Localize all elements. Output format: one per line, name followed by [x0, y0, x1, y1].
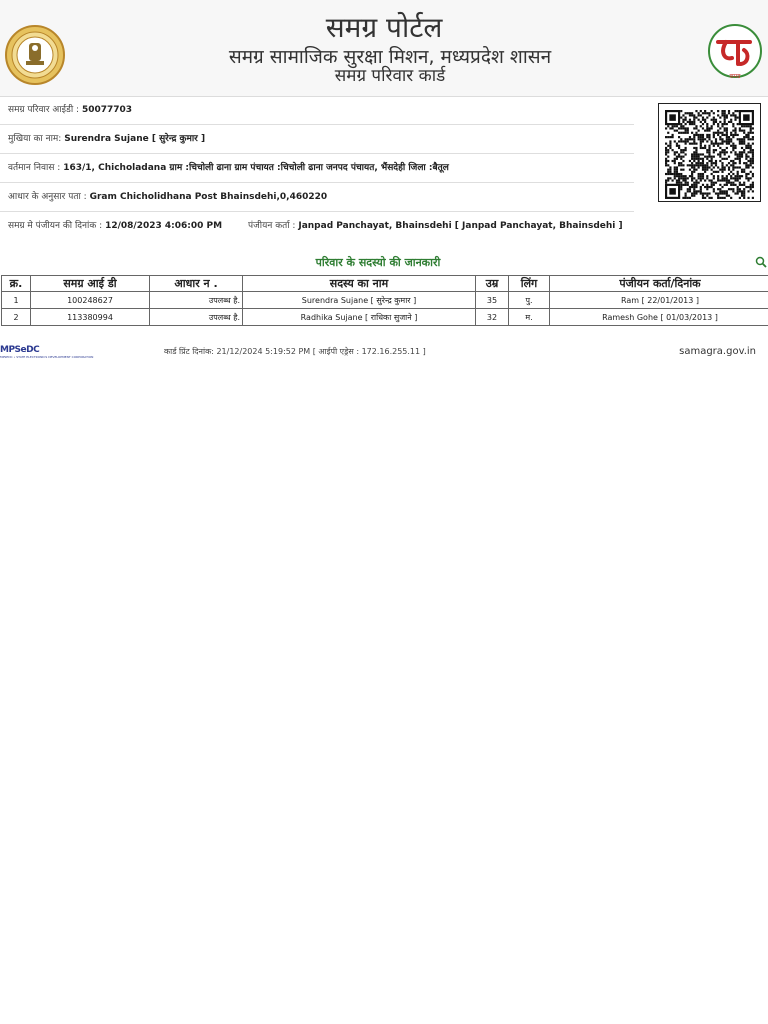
search-icon[interactable]	[755, 256, 767, 268]
col-member-name: सदस्य का नाम	[243, 276, 476, 292]
reg-date-value: 12/08/2023 4:06:00 PM	[105, 221, 223, 231]
family-info	[0, 96, 634, 240]
col-registered-by: पंजीयन कर्ता/दिनांक	[550, 276, 768, 292]
members-table	[1, 275, 768, 326]
family-id-value: 50077703	[81, 105, 133, 115]
mpsedc-logo-subtext: MPSEDC • STATE ELECTRONICS DEVELOPMENT CORPORATION	[0, 355, 94, 359]
col-samagra-id: समग्र आई डी	[31, 276, 150, 292]
members-header-row	[2, 276, 768, 292]
cell-gender: म.	[509, 309, 550, 326]
aadhaar-address-label: आधार के अनुसार पता :	[8, 192, 87, 202]
aadhaar-address-value: Gram Chicholidhana Post Bhainsdehi,0,460220	[89, 192, 328, 202]
col-aadhaar: आधार न .	[150, 276, 243, 292]
cell-member-name: Radhika Sujane [ राधिका सुजाने ]	[243, 309, 476, 326]
mpsedc-logo	[0, 345, 93, 359]
col-gender: लिंग	[509, 276, 550, 292]
head-name-value: Surendra Sujane [ सुरेन्द्र कुमार ]	[64, 134, 206, 144]
aadhaar-address-row	[0, 183, 634, 212]
reg-by	[248, 212, 623, 240]
cell-registered-by: Ram [ 22/01/2013 ]	[550, 292, 768, 309]
members-title: परिवार के सदस्यो की जानकारी	[315, 256, 441, 269]
head-label: मुखिया का नाम:	[8, 134, 62, 144]
registration-row	[0, 212, 634, 240]
print-info: कार्ड प्रिंट दिनांक: 21/12/2024 5:19:52 PM [ आईपी एड्रेस : 172.16.255.11 ]	[164, 347, 426, 356]
mission-subtitle: समग्र सामाजिक सुरक्षा मिशन, मध्यप्रदेश शासन	[228, 46, 552, 68]
cell-age: 32	[476, 309, 509, 326]
cell-serial: 2	[2, 309, 31, 326]
reg-by-label: पंजीयन कर्ता :	[248, 221, 296, 231]
page-header	[0, 0, 768, 97]
cell-gender: पु.	[509, 292, 550, 309]
family-id-row	[0, 96, 634, 125]
address-label: वर्तमान निवास :	[8, 163, 61, 173]
cell-serial: 1	[2, 292, 31, 309]
col-serial: क्र.	[2, 276, 31, 292]
site-link[interactable]: samagra.gov.in	[679, 346, 756, 357]
cell-samagra-id: 113380994	[31, 309, 150, 326]
reg-date-label: समग्र मे पंजीयन की दिनांक :	[8, 221, 103, 231]
col-age: उम्र	[476, 276, 509, 292]
card-title: समग्र परिवार कार्ड	[334, 66, 446, 86]
address-value: 163/1, Chicholadana ग्राम :चिचोली ढाना ग्राम पंचायत :चिचोली ढाना जनपद पंचायत, भैंसदेही जिला :बैतूल	[63, 163, 449, 173]
samagra-logo-icon	[706, 24, 764, 82]
logo-caption: समग्र	[729, 73, 741, 80]
qr-code	[658, 103, 761, 202]
family-id-label: समग्र परिवार आईडी :	[8, 105, 80, 115]
cell-member-name: Surendra Sujane [ सुरेन्द्र कुमार ]	[243, 292, 476, 309]
mpsedc-logo-text: MPSeDC	[0, 345, 40, 355]
cell-registered-by: Ramesh Gohe [ 01/03/2013 ]	[550, 309, 768, 326]
table-row	[2, 292, 768, 309]
cell-aadhaar: उपलब्ध है.	[150, 292, 243, 309]
head-row	[0, 125, 634, 154]
cell-aadhaar: उपलब्ध है.	[150, 309, 243, 326]
table-row	[2, 309, 768, 326]
address-row	[0, 154, 634, 183]
portal-title: समग्र पोर्टल	[325, 11, 443, 44]
reg-by-value: Janpad Panchayat, Bhainsdehi [ Janpad Panchayat, Bhainsdehi ]	[298, 221, 623, 231]
cell-samagra-id: 100248627	[31, 292, 150, 309]
cell-age: 35	[476, 292, 509, 309]
